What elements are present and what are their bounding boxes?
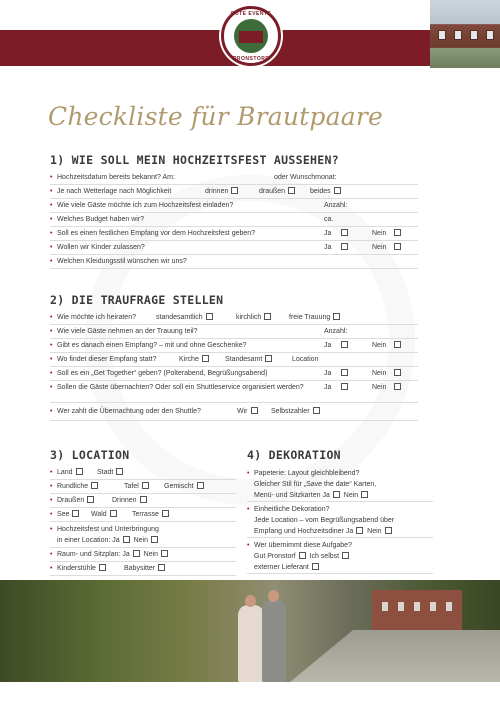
list-item: • Draußen Drinnen bbox=[50, 494, 236, 508]
list-item: • Welches Budget haben wir? ca. bbox=[50, 213, 418, 227]
bullet-icon: • bbox=[50, 258, 53, 265]
section-3-heading: 3) LOCATION bbox=[50, 448, 130, 462]
checkbox-no[interactable] bbox=[394, 229, 401, 236]
list-item: • Gibt es danach einen Empfang? – mit und ohne Geschenke? Ja Nein bbox=[50, 339, 418, 353]
list-item: • Rundliche Tafel Gemischt bbox=[50, 480, 236, 494]
checkbox-gut-pronstorf[interactable] bbox=[299, 552, 306, 559]
checkbox-yes[interactable] bbox=[341, 383, 348, 390]
bullet-icon: • bbox=[50, 511, 53, 518]
checkbox-stadt[interactable] bbox=[116, 468, 123, 475]
checkbox-gemischt[interactable] bbox=[197, 482, 204, 489]
checkbox-drinnen[interactable] bbox=[231, 187, 238, 194]
bullet-icon: • bbox=[50, 483, 53, 490]
bullet-icon: • bbox=[50, 230, 53, 237]
checkbox-no[interactable] bbox=[394, 383, 401, 390]
checkbox-no[interactable] bbox=[394, 341, 401, 348]
list-item: • Wie möchte ich heiraten? standesamtlich kirchlich freie Trauung bbox=[50, 311, 418, 325]
section-4-heading: 4) DEKORATION bbox=[247, 448, 341, 462]
bullet-icon: • bbox=[247, 470, 250, 477]
checkbox-yes[interactable] bbox=[341, 369, 348, 376]
checkbox-ich-selbst[interactable] bbox=[342, 552, 349, 559]
header-band bbox=[0, 30, 430, 66]
checkbox-yes[interactable] bbox=[356, 527, 363, 534]
checkbox-no[interactable] bbox=[385, 527, 392, 534]
page-title: Checkliste für Brautpaare bbox=[48, 102, 383, 131]
checkbox-yes[interactable] bbox=[333, 491, 340, 498]
checkbox-yes[interactable] bbox=[133, 550, 140, 557]
checkbox-draussen[interactable] bbox=[288, 187, 295, 194]
section-2-list bbox=[50, 311, 418, 421]
list-item: • Soll es ein „Get Together“ geben? (Polterabend, Begrüßungsabend) Ja Nein bbox=[50, 367, 418, 381]
checkbox-selbstzahler[interactable] bbox=[313, 407, 320, 414]
list-item: • Kinderstühle Babysitter bbox=[50, 562, 236, 576]
checkbox-externer-lieferant[interactable] bbox=[312, 563, 319, 570]
checkbox-yes[interactable] bbox=[341, 229, 348, 236]
checkbox-rundliche[interactable] bbox=[91, 482, 98, 489]
list-item: • Wie viele Gäste nehmen an der Trauung teil? Anzahl: bbox=[50, 325, 418, 339]
bullet-icon: • bbox=[50, 565, 53, 572]
list-item: • Wer übernimmt diese Aufgabe? Gut Pronstorf Ich selbst externer Lieferant bbox=[247, 538, 433, 574]
checkbox-wald[interactable] bbox=[110, 510, 117, 517]
bullet-icon: • bbox=[50, 202, 53, 209]
checkbox-drinnen[interactable] bbox=[140, 496, 147, 503]
list-item: • Soll es einen festlichen Empfang vor dem Hochzeitsfest geben? Ja Nein bbox=[50, 227, 418, 241]
checkbox-kirche[interactable] bbox=[202, 355, 209, 362]
bride-head bbox=[245, 595, 256, 607]
checkbox-yes[interactable] bbox=[341, 341, 348, 348]
checkbox-no[interactable] bbox=[394, 369, 401, 376]
bullet-icon: • bbox=[247, 542, 250, 549]
list-item: • Wollen wir Kinder zulassen? Ja Nein bbox=[50, 241, 418, 255]
list-item: • Wie viele Gäste möchte ich zum Hochzeitsfest einladen? Anzahl: bbox=[50, 199, 418, 213]
groom-head bbox=[268, 590, 279, 602]
list-item: • Sollen die Gäste übernachten? Oder soll ein Shuttleservice organisiert werden? Ja Nein bbox=[50, 381, 418, 403]
checkbox-kinderstuehle[interactable] bbox=[99, 564, 106, 571]
bride-figure bbox=[238, 605, 264, 682]
list-item: • Welchen Kleidungsstil wünschen wir uns? bbox=[50, 255, 418, 269]
list-item: • Wo findet dieser Empfang statt? Kirche Standesamt Location bbox=[50, 353, 418, 367]
bullet-icon: • bbox=[50, 497, 53, 504]
checkbox-freie-trauung[interactable] bbox=[333, 313, 340, 320]
list-item: • Wer zahlt die Übernachtung oder den Shuttle? Wir Selbstzahler bbox=[50, 403, 418, 421]
bullet-icon: • bbox=[50, 342, 53, 349]
list-item: • Raum- und Sitzplan: Ja Nein bbox=[50, 548, 236, 562]
checkbox-no[interactable] bbox=[394, 243, 401, 250]
list-item: • Hochzeitsdatum bereits bekannt? Am: oder Wunschmonat: bbox=[50, 171, 418, 185]
bullet-icon: • bbox=[50, 314, 53, 321]
checkbox-kirchlich[interactable] bbox=[264, 313, 271, 320]
list-item: • Hochzeitsfest und Unterbringung in einer Location: Ja Nein bbox=[50, 522, 236, 548]
logo-bottom-text: PRONSTORF bbox=[233, 56, 269, 62]
bullet-icon: • bbox=[50, 188, 53, 195]
logo-top-text: GUTE EVENTS bbox=[230, 11, 272, 17]
footer-building bbox=[372, 590, 462, 630]
checkbox-standesamt[interactable] bbox=[265, 355, 272, 362]
list-item: • See Wald Terrasse bbox=[50, 508, 236, 522]
bullet-icon: • bbox=[247, 506, 250, 513]
bullet-icon: • bbox=[50, 216, 53, 223]
bullet-icon: • bbox=[50, 469, 53, 476]
section-1-list bbox=[50, 171, 418, 269]
header-building-photo bbox=[430, 0, 500, 68]
checkbox-no[interactable] bbox=[361, 491, 368, 498]
checkbox-no[interactable] bbox=[151, 536, 158, 543]
checkbox-terrasse[interactable] bbox=[162, 510, 169, 517]
checkbox-babysitter[interactable] bbox=[158, 564, 165, 571]
bullet-icon: • bbox=[50, 244, 53, 251]
logo-house-icon bbox=[239, 31, 263, 43]
gut-pronstorf-logo bbox=[221, 6, 281, 66]
checkbox-beides[interactable] bbox=[334, 187, 341, 194]
checkbox-tafel[interactable] bbox=[142, 482, 149, 489]
section-2-heading: 2) DIE TRAUFRAGE STELLEN bbox=[50, 293, 224, 307]
list-item: • Papeterie: Layout gleichbleibend? Gleicher Stil für „Save the date“ Karten, Menü- und Sitzkarten Ja Nein bbox=[247, 466, 433, 502]
list-item: • Land Stadt bbox=[50, 466, 236, 480]
checkbox-standesamtlich[interactable] bbox=[206, 313, 213, 320]
bullet-icon: • bbox=[50, 328, 53, 335]
section-3-list bbox=[50, 466, 236, 576]
bullet-icon: • bbox=[50, 356, 53, 363]
checkbox-no[interactable] bbox=[161, 550, 168, 557]
groom-figure bbox=[262, 600, 286, 682]
checkbox-land[interactable] bbox=[76, 468, 83, 475]
checkbox-wir[interactable] bbox=[251, 407, 258, 414]
bullet-icon: • bbox=[50, 526, 53, 533]
checkbox-yes[interactable] bbox=[123, 536, 130, 543]
bullet-icon: • bbox=[50, 384, 53, 391]
list-item: • Einheitliche Dekoration? Jede Location – vom Begrüßungsabend über Empfang und Hochzeitsdiner Ja Nein bbox=[247, 502, 433, 538]
section-4-list bbox=[247, 466, 433, 574]
bullet-icon: • bbox=[50, 370, 53, 377]
bullet-icon: • bbox=[50, 174, 53, 181]
checkbox-see[interactable] bbox=[72, 510, 79, 517]
section-1-heading: 1) WIE SOLL MEIN HOCHZEITSFEST AUSSEHEN? bbox=[50, 153, 339, 167]
checkbox-draussen[interactable] bbox=[87, 496, 94, 503]
list-item: • Je nach Wetterlage nach Möglichkeit drinnen draußen beides bbox=[50, 185, 418, 199]
bullet-icon: • bbox=[50, 551, 53, 558]
bullet-icon: • bbox=[50, 408, 53, 415]
checkbox-yes[interactable] bbox=[341, 243, 348, 250]
